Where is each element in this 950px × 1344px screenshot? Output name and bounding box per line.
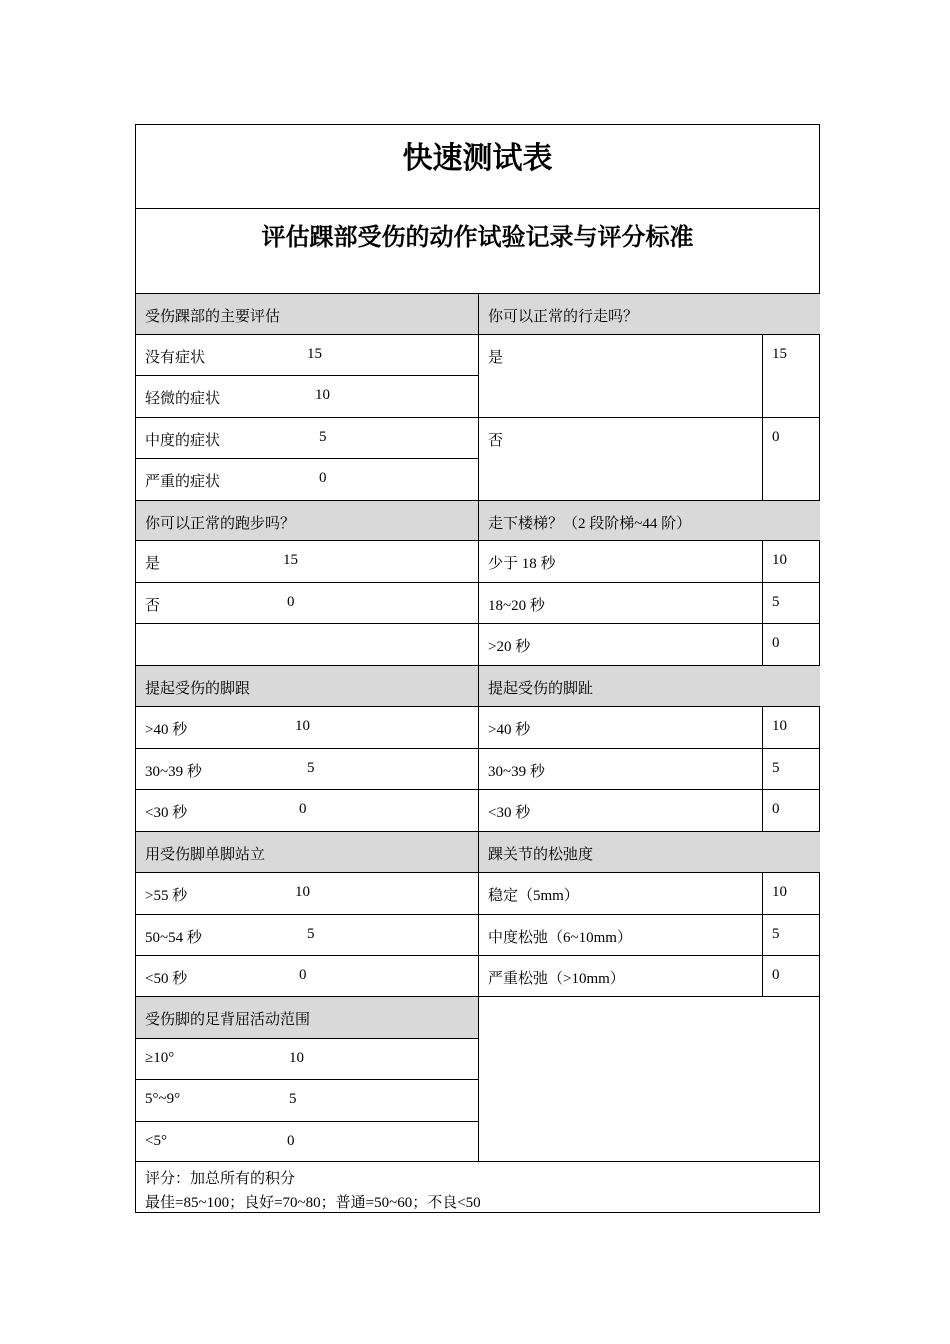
section-header-walk <box>478 294 820 335</box>
option-label: <30 秒 <box>488 805 531 821</box>
option-label: 是 <box>145 556 161 572</box>
option-score: 0 <box>299 801 307 817</box>
option-label: 稳定（5mm） <box>488 888 579 904</box>
option-score: 5 <box>319 429 327 445</box>
option-score: 5 <box>772 594 780 610</box>
list-item <box>136 873 478 915</box>
option-score: 0 <box>772 967 780 983</box>
list-item <box>136 376 478 418</box>
score-cell <box>762 915 820 956</box>
section-header-label: 踝关节的松弛度 <box>488 847 594 863</box>
option-score: 5 <box>772 926 780 942</box>
option-score: 15 <box>307 346 322 362</box>
list-item <box>478 583 762 624</box>
section-header-dorsiflexion <box>136 997 478 1039</box>
option-label: >40 秒 <box>145 722 188 738</box>
option-label: 少于 18 秒 <box>488 556 556 572</box>
option-score: 15 <box>772 346 787 362</box>
score-cell <box>762 873 820 915</box>
option-score: 0 <box>299 967 307 983</box>
section-header-single-leg-stand <box>136 832 478 873</box>
score-cell <box>762 583 820 624</box>
option-score: 10 <box>295 884 310 900</box>
option-label: 5°~9° <box>145 1091 181 1107</box>
section-header-label: 受伤踝部的主要评估 <box>145 309 281 325</box>
list-item <box>478 418 762 501</box>
list-item <box>136 956 478 997</box>
scoring-note-line1: 评分：加总所有的积分 <box>145 1171 296 1187</box>
title-row <box>136 125 819 209</box>
option-score: 0 <box>772 801 780 817</box>
score-cell <box>762 624 820 666</box>
option-score: 0 <box>287 594 295 610</box>
option-score: 10 <box>315 387 330 403</box>
option-score: 0 <box>319 470 327 486</box>
list-item <box>478 624 762 666</box>
section-header-ankle-laxity <box>478 832 820 873</box>
list-item <box>136 418 478 459</box>
list-item <box>136 915 478 956</box>
option-score: 0 <box>772 429 780 445</box>
option-label: 没有症状 <box>145 350 206 366</box>
list-item <box>136 335 478 376</box>
option-label: <50 秒 <box>145 971 188 987</box>
option-label: 30~39 秒 <box>488 764 545 780</box>
score-cell <box>762 749 820 790</box>
list-item <box>136 790 478 832</box>
section-header-stairs <box>478 501 820 541</box>
section-header-label: 受伤脚的足背屈活动范围 <box>145 1012 311 1028</box>
quick-test-table <box>135 124 820 1213</box>
section-header-label: 走下楼梯？（2 段阶梯~44 阶） <box>488 516 692 532</box>
option-score: 5 <box>289 1091 297 1107</box>
section-header-heel-raise <box>136 666 478 707</box>
list-item <box>136 749 478 790</box>
subtitle-row <box>136 209 819 294</box>
list-item <box>136 1122 478 1162</box>
list-item <box>136 541 478 583</box>
option-score: 5 <box>772 760 780 776</box>
option-label: <5° <box>145 1133 167 1149</box>
list-item <box>478 541 762 583</box>
option-score: 0 <box>772 635 780 651</box>
score-cell <box>762 707 820 749</box>
score-cell <box>762 335 820 418</box>
option-label: >20 秒 <box>488 639 531 655</box>
list-item <box>136 707 478 749</box>
score-cell <box>762 790 820 832</box>
list-item <box>478 873 762 915</box>
option-score: 15 <box>283 552 298 568</box>
list-item <box>136 583 478 624</box>
option-label: 是 <box>488 350 504 366</box>
section-header-toe-raise <box>478 666 820 707</box>
option-score: 10 <box>289 1050 304 1066</box>
option-label: 中度松弛（6~10mm） <box>488 930 632 946</box>
option-label: 轻微的症状 <box>145 391 221 407</box>
option-label: 中度的症状 <box>145 433 221 449</box>
option-label: 18~20 秒 <box>488 598 545 614</box>
option-label: 50~54 秒 <box>145 930 202 946</box>
score-cell <box>762 541 820 583</box>
option-score: 5 <box>307 760 315 776</box>
section-header-main-assessment <box>136 294 478 335</box>
list-item <box>478 707 762 749</box>
list-item <box>136 1039 478 1080</box>
list-item <box>136 459 478 501</box>
option-label: 严重的症状 <box>145 474 221 490</box>
section-header-label: 你可以正常的跑步吗？ <box>145 516 296 532</box>
option-label: 否 <box>488 433 504 449</box>
option-score: 5 <box>307 926 315 942</box>
page-title: 快速测试表 <box>402 141 553 176</box>
section-header-label: 提起受伤的脚跟 <box>145 681 251 697</box>
section-header-run <box>136 501 478 541</box>
list-item <box>136 1080 478 1122</box>
list-item <box>478 335 762 418</box>
option-label: 否 <box>145 598 161 614</box>
option-label: >55 秒 <box>145 888 188 904</box>
option-label: 严重松弛（>10mm） <box>488 971 625 987</box>
section-header-label: 提起受伤的脚趾 <box>488 681 594 697</box>
list-item <box>478 915 762 956</box>
option-label: ≥10° <box>145 1050 175 1066</box>
list-item <box>478 749 762 790</box>
option-label: <30 秒 <box>145 805 188 821</box>
score-cell <box>762 956 820 997</box>
scoring-note <box>136 1162 820 1213</box>
empty-cell <box>478 997 820 1162</box>
section-header-label: 你可以正常的行走吗？ <box>488 309 639 325</box>
option-label: >40 秒 <box>488 722 531 738</box>
score-cell <box>762 418 820 501</box>
option-score: 10 <box>772 884 787 900</box>
option-score: 10 <box>772 552 787 568</box>
list-item <box>478 790 762 832</box>
option-score: 10 <box>295 718 310 734</box>
scoring-note-line2: 最佳=85~100；良好=70~80；普通=50~60；不良<50 <box>145 1195 481 1211</box>
section-header-label: 用受伤脚单脚站立 <box>145 847 266 863</box>
page-subtitle: 评估踝部受伤的动作试验记录与评分标准 <box>261 223 694 251</box>
empty-cell <box>136 624 478 666</box>
option-score: 0 <box>287 1133 295 1149</box>
list-item <box>478 956 762 997</box>
option-score: 10 <box>772 718 787 734</box>
option-label: 30~39 秒 <box>145 764 202 780</box>
